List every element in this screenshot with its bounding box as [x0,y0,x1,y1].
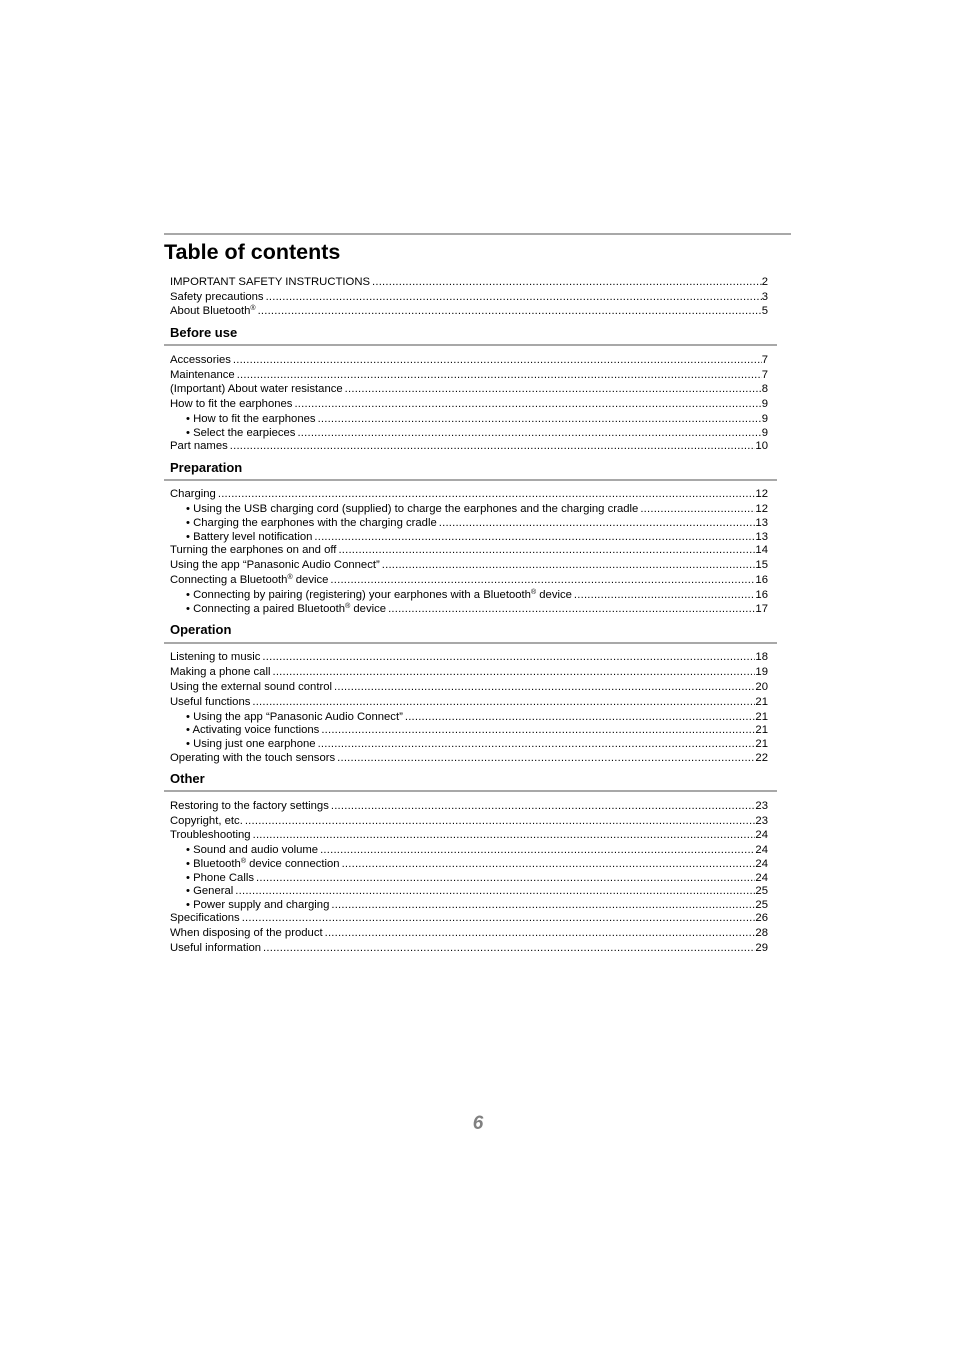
toc-entry-text: Specifications [170,912,240,924]
toc-entry-text: • Connecting by pairing (registering) your earphones with a Bluetooth [186,589,531,601]
toc-page-number: 23 [755,815,768,827]
toc-entry[interactable] [170,543,768,557]
toc-entry-title [186,710,403,724]
registered-mark: ® [530,589,537,596]
toc-entry-title [170,397,292,411]
toc-entry-title [186,871,254,885]
dot-leader [240,911,756,925]
toc-subentry[interactable] [186,737,768,751]
toc-entry[interactable] [170,558,768,572]
toc-entry[interactable] [170,304,768,318]
toc-page-number: 9 [761,413,768,425]
toc-entry-text: • Using just one earphone [186,738,316,750]
toc-entry-text: • Using the USB charging cord (supplied) to charge the earphones and the charging cradle [186,503,639,515]
toc-entry-text: • Phone Calls [186,872,255,884]
toc-entry[interactable] [170,665,768,679]
toc-entry-text-suffix: device [536,589,572,601]
toc-entry-title [186,530,312,544]
toc-page-number: 24 [755,858,768,870]
toc-entry-title [170,543,336,557]
toc-entry[interactable] [170,368,768,382]
toc-page-number: 28 [755,927,768,939]
toc-page-number: 21 [755,711,768,723]
toc-entry-text: Making a phone call [170,666,271,678]
toc-entry-title [170,275,370,289]
toc-entry-text: Using the app “Panasonic Audio Connect” [170,559,380,571]
toc-page-number: 7 [761,354,768,366]
toc-entry-title [170,382,343,396]
toc-entry-text: • Charging the earphones with the charging cradle [186,517,437,529]
toc-page-number: 20 [755,681,768,693]
dot-leader [318,843,755,857]
toc-entry-title [170,650,260,664]
toc-entry[interactable] [170,814,768,828]
toc-entry-title [170,368,235,382]
toc-subentry[interactable] [186,843,768,857]
toc-entry-text: • How to fit the earphones [186,413,316,425]
toc-subentry[interactable] [186,710,768,724]
dot-leader [243,814,756,828]
toc-page-number: 25 [755,899,768,911]
toc-entry[interactable] [170,911,768,925]
dot-leader [256,304,762,318]
toc-page-number: 21 [755,724,768,736]
toc-entry-title [170,814,243,828]
toc-entry-text: Useful functions [170,696,251,708]
toc-entry-text: Connecting a Bluetooth [170,574,288,586]
dot-leader [261,941,755,955]
toc-entry-text: Troubleshooting [170,829,251,841]
registered-mark: ® [345,603,351,610]
dot-leader [340,857,756,871]
toc-entry-title [186,898,329,912]
toc-subentry[interactable] [186,884,768,898]
toc-entry[interactable] [170,397,768,411]
toc-entry-title [170,573,328,587]
toc-entry-title [186,602,386,616]
dot-leader [638,502,755,516]
toc-entry[interactable] [170,799,768,813]
toc-page-number: 15 [755,559,768,571]
dot-leader [343,382,762,396]
toc-entry[interactable] [170,275,768,289]
toc-entry[interactable] [170,353,768,367]
toc-entry-text-suffix: device [350,603,387,615]
toc-page-number: 16 [755,574,768,586]
dot-leader [386,602,755,616]
toc-entry-text: • Using the app “Panasonic Audio Connect” [186,711,403,723]
toc-entry-title [170,487,216,501]
page-title: Table of contents [164,240,341,264]
toc-page-number: 19 [755,666,768,678]
registered-mark: ® [240,858,247,865]
toc-entry-title [186,723,319,737]
toc-entry-title [186,884,233,898]
toc-subentry[interactable] [186,602,768,616]
toc-page-number: 18 [755,651,768,663]
toc-page-number: 25 [755,885,768,897]
toc-page-number: 24 [755,844,768,856]
dot-leader [328,573,755,587]
toc-entry-text: Copyright, etc. [170,815,243,827]
section-divider [164,479,777,481]
toc-entry-title [186,502,638,516]
toc-entry-text: When disposing of the product [170,927,323,939]
toc-entry-title [170,799,329,813]
toc-entry-title [170,695,250,709]
dot-leader [329,799,756,813]
toc-entry-title [186,412,316,426]
toc-entry-text: • Power supply and charging [186,899,330,911]
toc-entry-title [170,665,270,679]
toc-entry-title [170,941,261,955]
toc-entry-title [170,353,231,367]
dot-leader [380,558,756,572]
dot-leader [323,926,756,940]
toc-entry-title [170,304,256,318]
toc-entry-text: Listening to music [170,651,261,663]
toc-page-number: 16 [755,589,768,601]
registered-mark: ® [250,305,256,312]
section-heading: Operation [170,622,232,637]
toc-page-number: 23 [755,800,768,812]
toc-entry-text: IMPORTANT SAFETY INSTRUCTIONS [170,276,371,288]
toc-entry-text: How to fit the earphones [170,398,293,410]
toc-entry-text: • Connecting a paired Bluetooth [186,603,346,615]
toc-subentry[interactable] [186,857,768,871]
dot-leader [295,426,761,440]
toc-entry-text: (Important) About water resistance [170,383,343,395]
toc-entry-text: Using the external sound control [170,681,333,693]
dot-leader [231,353,762,367]
dot-leader [572,588,756,602]
toc-subentry[interactable] [186,871,768,885]
toc-entry-text: Maintenance [170,369,235,381]
section-heading: Other [170,771,205,786]
dot-leader [235,368,762,382]
dot-leader [319,723,755,737]
toc-page-number: 13 [755,517,768,529]
section-divider [164,790,777,792]
toc-page-number: 22 [755,752,768,764]
dot-leader [292,397,761,411]
dot-leader [270,665,755,679]
toc-entry-text: Operating with the touch sensors [170,752,336,764]
toc-entry-title [186,426,295,440]
toc-entry-text: Restoring to the factory settings [170,800,329,812]
dot-leader [312,530,755,544]
dot-leader [251,828,756,842]
toc-page-number: 12 [755,503,768,515]
toc-entry-title [186,857,340,871]
toc-entry-text: Charging [170,488,216,500]
dot-leader [329,898,755,912]
toc-entry-title [170,680,332,694]
toc-entry-text: About Bluetooth [170,305,251,317]
toc-entry-title [170,558,380,572]
toc-entry-title [170,911,240,925]
toc-page-number: 9 [761,398,768,410]
toc-page-number: 26 [755,912,768,924]
toc-entry-title [170,828,251,842]
toc-entry-text: • Select the earpieces [186,427,296,439]
section-heading: Preparation [170,460,243,475]
toc-page-number: 13 [755,531,768,543]
toc-entry-text-suffix: device [292,574,329,586]
toc-entry[interactable] [170,650,768,664]
dot-leader [264,290,762,304]
toc-subentry[interactable] [186,502,768,516]
toc-page-number: 2 [761,276,768,288]
toc-page-number: 3 [761,291,768,303]
section-heading: Before use [170,325,238,340]
title-rule [164,233,791,235]
dot-leader [254,871,755,885]
toc-entry-title [170,439,228,453]
toc-page-number: 24 [755,872,768,884]
toc-entry[interactable] [170,680,768,694]
toc-entry-title [186,516,437,530]
toc-page-number: 9 [761,427,768,439]
toc-subentry[interactable] [186,412,768,426]
dot-leader [250,695,755,709]
toc-entry-title [170,926,323,940]
toc-page-number: 8 [761,383,768,395]
toc-entry[interactable] [170,751,768,765]
toc-entry-title [170,751,335,765]
dot-leader [403,710,756,724]
toc-entry-text: • Bluetooth [186,858,241,870]
toc-entry-text: Safety precautions [170,291,264,303]
toc-entry-text: • Sound and audio volume [186,844,319,856]
dot-leader [233,884,755,898]
toc-page-number: 10 [755,440,768,452]
toc-subentry[interactable] [186,898,768,912]
toc-page-number: 7 [761,369,768,381]
dot-leader [335,751,755,765]
toc-entry[interactable] [170,926,768,940]
dot-leader [216,487,756,501]
toc-page-number: 12 [755,488,768,500]
dot-leader [228,439,756,453]
toc-page-number: 29 [755,942,768,954]
section-divider [164,642,777,644]
toc-entry[interactable] [170,828,768,842]
section-divider [164,344,777,346]
dot-leader [260,650,755,664]
dot-leader [332,680,755,694]
toc-entry-title [186,588,572,602]
toc-subentry[interactable] [186,723,768,737]
toc-page-number: 17 [755,603,768,615]
toc-entry[interactable] [170,382,768,396]
toc-page-number: 5 [761,305,768,317]
toc-entry[interactable] [170,439,768,453]
toc-entry[interactable] [170,573,768,587]
dot-leader [437,516,756,530]
toc-entry-text: Accessories [170,354,231,366]
toc-entry-text: • Battery level notification [186,531,313,543]
toc-entry[interactable] [170,695,768,709]
dot-leader [316,412,762,426]
page-number: 6 [472,1113,484,1134]
toc-entry-text-suffix: device connection [246,858,340,870]
dot-leader [336,543,755,557]
toc-subentry[interactable] [186,426,768,440]
toc-entry-text: Turning the earphones on and off [170,544,337,556]
toc-page-number: 24 [755,829,768,841]
toc-page-number: 21 [755,696,768,708]
toc-entry-text: Useful information [170,942,262,954]
toc-entry[interactable] [170,941,768,955]
registered-mark: ® [287,574,293,581]
toc-entry-title [186,737,316,751]
toc-subentry[interactable] [186,516,768,530]
toc-page-number: 14 [755,544,768,556]
toc-page-number: 21 [755,738,768,750]
toc-entry-title [170,290,264,304]
toc-entry[interactable] [170,290,768,304]
toc-entry-text: • General [186,885,234,897]
toc-subentry[interactable] [186,530,768,544]
toc-entry-text: Part names [170,440,228,452]
dot-leader [370,275,762,289]
toc-entry[interactable] [170,487,768,501]
toc-subentry[interactable] [186,588,768,602]
dot-leader [316,737,756,751]
toc-entry-title [186,843,318,857]
toc-entry-text: • Activating voice functions [186,724,320,736]
